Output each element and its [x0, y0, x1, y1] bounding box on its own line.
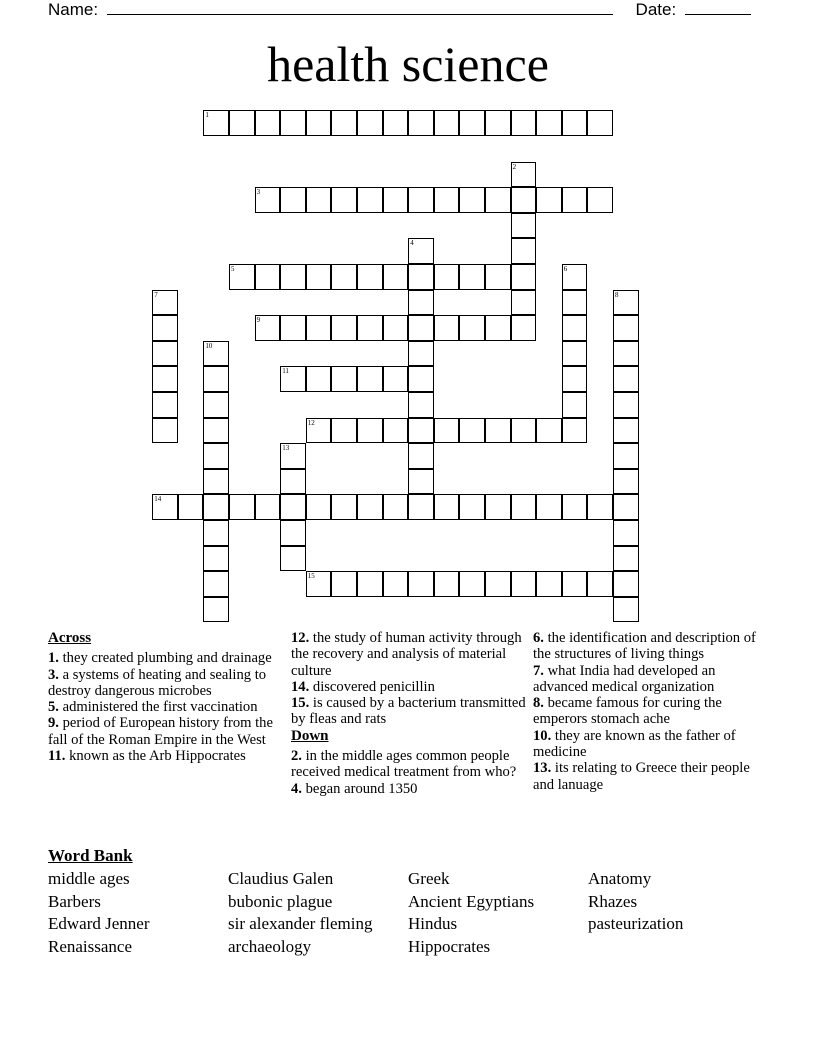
crossword-cell[interactable]	[306, 418, 332, 444]
crossword-cell[interactable]	[562, 290, 588, 316]
clue-down-6: 6. the identification and description of the structures of living things	[533, 630, 756, 663]
crossword-cell[interactable]	[562, 341, 588, 367]
clue-down-8: 8. became famous for curing the emperors stomach ache	[533, 695, 722, 728]
crossword-cell[interactable]	[408, 418, 434, 444]
crossword-cell[interactable]	[459, 571, 485, 597]
crossword-cell[interactable]	[613, 392, 639, 418]
crossword-cell[interactable]	[562, 571, 588, 597]
word-bank-item: pasteurization	[588, 914, 684, 934]
crossword-cell[interactable]	[485, 418, 511, 444]
crossword-cell[interactable]	[613, 597, 639, 623]
word-bank-item: bubonic plague	[228, 891, 333, 911]
crossword-cell[interactable]	[434, 110, 460, 136]
crossword-cell[interactable]	[613, 290, 639, 316]
cell-number: 6	[563, 265, 568, 273]
name-label: Name:	[48, 0, 99, 19]
crossword-cell[interactable]	[613, 571, 639, 597]
crossword-cell[interactable]	[485, 494, 511, 520]
crossword-cell[interactable]	[357, 315, 383, 341]
crossword-cell[interactable]	[587, 110, 613, 136]
crossword-cell[interactable]	[357, 571, 383, 597]
word-bank-item: Claudius Galen	[228, 869, 334, 888]
crossword-cell[interactable]	[562, 366, 588, 392]
crossword-cell[interactable]	[562, 264, 588, 290]
crossword-cell[interactable]	[229, 494, 255, 520]
cell-number: 3	[256, 188, 261, 197]
cell-number: 4	[410, 239, 414, 248]
crossword-cell[interactable]	[383, 494, 409, 520]
crossword-cell[interactable]	[152, 392, 178, 418]
crossword-cell[interactable]	[613, 520, 639, 546]
clue-across-1: 1. they created plumbing and drainage	[48, 650, 272, 667]
crossword-cell[interactable]	[152, 366, 178, 392]
crossword-cell[interactable]	[178, 494, 204, 520]
word-bank-item: sir alexander fleming	[228, 914, 373, 934]
word-bank-item: Edward Jenner	[48, 914, 150, 934]
crossword-cell[interactable]	[152, 341, 178, 367]
crossword-cell[interactable]	[255, 315, 281, 341]
word-bank-item: Hippocrates	[408, 937, 491, 957]
clue-down-10: 10. they are known as the father of medicine	[533, 727, 736, 761]
crossword-cell[interactable]	[459, 418, 485, 444]
crossword-cell[interactable]	[203, 520, 229, 546]
crossword-cell[interactable]	[511, 187, 537, 213]
crossword-cell[interactable]	[408, 571, 434, 597]
crossword-cell[interactable]	[536, 571, 562, 597]
word-bank-item: archaeology	[228, 937, 312, 957]
crossword-cell[interactable]	[280, 315, 306, 341]
clue-down-2: 2. in the middle ages common people received medical treatment from who?	[291, 748, 517, 781]
cell-number: 10	[205, 341, 213, 350]
clues-column-3	[533, 630, 769, 793]
crossword-cell[interactable]	[408, 443, 434, 469]
word-bank-column-4	[588, 868, 683, 936]
crossword-cell[interactable]	[511, 571, 537, 597]
crossword-cell[interactable]	[280, 469, 306, 495]
crossword-cell[interactable]	[306, 110, 332, 136]
cell-number: 13	[282, 444, 290, 453]
crossword-cell[interactable]	[408, 315, 434, 341]
cell-number: 14	[154, 495, 162, 504]
crossword-cell[interactable]	[280, 187, 306, 213]
crossword-cell[interactable]	[306, 187, 332, 213]
clues-column-2	[291, 630, 527, 797]
crossword-cell[interactable]	[408, 341, 434, 367]
crossword-cell[interactable]	[203, 597, 229, 623]
word-bank-item: Renaissance	[48, 937, 133, 957]
clue-across-14: 14. discovered penicillin	[291, 678, 435, 695]
crossword-cell[interactable]	[511, 213, 537, 239]
crossword-cell[interactable]	[434, 494, 460, 520]
crossword-cell[interactable]	[203, 469, 229, 495]
clue-down-7: 7. what India had developed an advanced medical organization	[533, 662, 716, 695]
crossword-cell[interactable]	[152, 494, 178, 520]
crossword-cell[interactable]	[306, 494, 332, 520]
word-bank-item: middle ages	[48, 869, 130, 888]
crossword-cell[interactable]	[255, 187, 281, 213]
crossword-cell[interactable]	[408, 469, 434, 495]
crossword-cell[interactable]	[408, 187, 434, 213]
crossword-cell[interactable]	[331, 418, 357, 444]
word-bank-column-1	[48, 868, 150, 959]
crossword-cell[interactable]	[511, 110, 537, 136]
crossword-cell[interactable]	[459, 315, 485, 341]
crossword-cell[interactable]	[434, 315, 460, 341]
crossword-cell[interactable]	[562, 110, 588, 136]
crossword-cell[interactable]	[331, 494, 357, 520]
crossword-cell[interactable]	[203, 418, 229, 444]
across-heading: Across	[48, 630, 92, 646]
word-bank-item: Anatomy	[588, 869, 652, 888]
crossword-cell[interactable]	[306, 315, 332, 341]
crossword-cell[interactable]	[229, 110, 255, 136]
crossword-cell[interactable]	[613, 366, 639, 392]
crossword-cell[interactable]	[383, 264, 409, 290]
word-bank-item: Ancient Egyptians	[408, 891, 535, 911]
crossword-cell[interactable]	[383, 187, 409, 213]
crossword-cell[interactable]	[562, 187, 588, 213]
crossword-cell[interactable]	[331, 315, 357, 341]
clues-column-1	[48, 630, 278, 764]
crossword-cell[interactable]	[485, 264, 511, 290]
crossword-cell[interactable]	[408, 494, 434, 520]
crossword-cell[interactable]	[280, 264, 306, 290]
crossword-cell[interactable]	[280, 520, 306, 546]
crossword-cell[interactable]	[383, 110, 409, 136]
word-bank-item: Greek	[408, 869, 450, 888]
cell-number: 15	[307, 572, 315, 581]
crossword-cell[interactable]	[434, 418, 460, 444]
clue-across-9: 9. period of European history from the fall of the Roman Empire in the West	[48, 715, 273, 748]
crossword-cell[interactable]	[459, 494, 485, 520]
crossword-cell[interactable]	[357, 110, 383, 136]
crossword-cell[interactable]	[331, 366, 357, 392]
crossword-cell[interactable]	[203, 571, 229, 597]
crossword-cell[interactable]	[280, 546, 306, 572]
word-bank-item: Hindus	[408, 914, 458, 934]
crossword-cell[interactable]	[459, 187, 485, 213]
crossword-cell[interactable]	[587, 494, 613, 520]
crossword-cell[interactable]	[383, 366, 409, 392]
crossword-cell[interactable]	[357, 264, 383, 290]
crossword-cell[interactable]	[511, 290, 537, 316]
crossword-cell[interactable]	[511, 315, 537, 341]
cell-number: 9	[256, 316, 261, 325]
clue-down-4: 4. began around 1350	[291, 780, 418, 797]
word-bank-heading: Word Bank	[48, 846, 133, 865]
crossword-cell[interactable]	[613, 469, 639, 495]
crossword-cell[interactable]	[357, 494, 383, 520]
crossword-cell[interactable]	[587, 571, 613, 597]
crossword-cell[interactable]	[485, 571, 511, 597]
crossword-cell[interactable]	[229, 264, 255, 290]
crossword-cell[interactable]	[536, 418, 562, 444]
crossword-cell[interactable]	[562, 418, 588, 444]
clue-across-3: 3. a systems of heating and sealing to destroy dangerous microbes	[48, 666, 267, 699]
crossword-cell[interactable]	[280, 110, 306, 136]
clue-down-13: 13. its relating to Greece their people and lanuage	[533, 760, 750, 793]
crossword-cell[interactable]	[408, 110, 434, 136]
crossword-cell[interactable]	[613, 341, 639, 367]
crossword-cell[interactable]	[152, 315, 178, 341]
cell-number: 12	[307, 418, 315, 427]
crossword-cell[interactable]	[536, 187, 562, 213]
crossword-cell[interactable]	[511, 418, 537, 444]
crossword-cell[interactable]	[536, 494, 562, 520]
crossword-cell[interactable]	[613, 418, 639, 444]
crossword-cell[interactable]	[383, 315, 409, 341]
crossword-cell[interactable]	[357, 187, 383, 213]
crossword-cell[interactable]	[280, 443, 306, 469]
clue-across-15: 15. is caused by a bacterium transmitted by fleas and rats	[291, 695, 526, 728]
crossword-cell[interactable]	[357, 418, 383, 444]
crossword-cell[interactable]	[306, 571, 332, 597]
crossword-cell[interactable]	[613, 443, 639, 469]
crossword-cell[interactable]	[408, 366, 434, 392]
crossword-cell[interactable]	[203, 392, 229, 418]
crossword-cell[interactable]	[459, 264, 485, 290]
crossword-cell[interactable]	[203, 443, 229, 469]
crossword-cell[interactable]	[485, 110, 511, 136]
crossword-cell[interactable]	[562, 315, 588, 341]
word-bank-column-2	[228, 868, 372, 959]
crossword-cell[interactable]	[408, 392, 434, 418]
crossword-cell[interactable]	[562, 392, 588, 418]
crossword-cell[interactable]	[511, 162, 537, 188]
crossword-cell[interactable]	[434, 571, 460, 597]
crossword-cell[interactable]	[485, 315, 511, 341]
crossword-cell[interactable]	[255, 110, 281, 136]
crossword-cell[interactable]	[331, 110, 357, 136]
crossword-cell[interactable]	[152, 418, 178, 444]
crossword-cell[interactable]	[331, 187, 357, 213]
crossword-cell[interactable]	[408, 264, 434, 290]
crossword-cell[interactable]	[434, 187, 460, 213]
clue-across-12: 12. the study of human activity through the recovery and analysis of material culture	[291, 630, 522, 679]
crossword-cell[interactable]	[613, 315, 639, 341]
crossword-cell[interactable]	[203, 494, 229, 520]
crossword-cell[interactable]	[511, 238, 537, 264]
clue-across-5: 5. administered the first vaccination	[48, 699, 258, 716]
crossword-cell[interactable]	[152, 290, 178, 316]
crossword-cell[interactable]	[255, 494, 281, 520]
crossword-cell[interactable]	[383, 418, 409, 444]
down-heading: Down	[291, 727, 329, 744]
crossword-cell[interactable]	[613, 546, 639, 572]
crossword-cell[interactable]	[434, 264, 460, 290]
clue-across-11: 11. known as the Arb Hippocrates	[48, 748, 246, 765]
cell-number: 2	[512, 162, 517, 171]
word-bank-column-3	[408, 868, 534, 959]
crossword-cell[interactable]	[562, 494, 588, 520]
crossword-cell[interactable]	[203, 366, 229, 392]
cell-number: 8	[615, 290, 619, 299]
page-title: health science	[267, 36, 549, 92]
cell-number: 5	[231, 265, 235, 273]
date-label: Date:	[635, 0, 677, 19]
crossword-cell[interactable]	[408, 290, 434, 316]
cell-number: 11	[282, 367, 289, 376]
crossword-cell[interactable]	[331, 264, 357, 290]
word-bank-item: Barbers	[48, 891, 101, 911]
crossword-cell[interactable]	[613, 494, 639, 520]
crossword-cell[interactable]	[255, 264, 281, 290]
crossword-cell[interactable]	[511, 494, 537, 520]
crossword-cell[interactable]	[485, 187, 511, 213]
crossword-cell[interactable]	[280, 494, 306, 520]
crossword-cell[interactable]	[511, 264, 537, 290]
crossword-cell[interactable]	[383, 571, 409, 597]
crossword-cell[interactable]	[587, 187, 613, 213]
crossword-cell[interactable]	[459, 110, 485, 136]
crossword-cell[interactable]	[357, 366, 383, 392]
cell-number: 7	[154, 290, 158, 299]
crossword-cell[interactable]	[331, 571, 357, 597]
crossword-cell[interactable]	[280, 366, 306, 392]
crossword-cell[interactable]	[203, 110, 229, 136]
crossword-cell[interactable]	[306, 366, 332, 392]
crossword-cell[interactable]	[203, 341, 229, 367]
crossword-cell[interactable]	[306, 264, 332, 290]
crossword-cell[interactable]	[203, 546, 229, 572]
word-bank-item: Rhazes	[588, 891, 638, 911]
cell-number: 1	[205, 111, 209, 120]
crossword-cell[interactable]	[408, 238, 434, 264]
crossword-cell[interactable]	[536, 110, 562, 136]
